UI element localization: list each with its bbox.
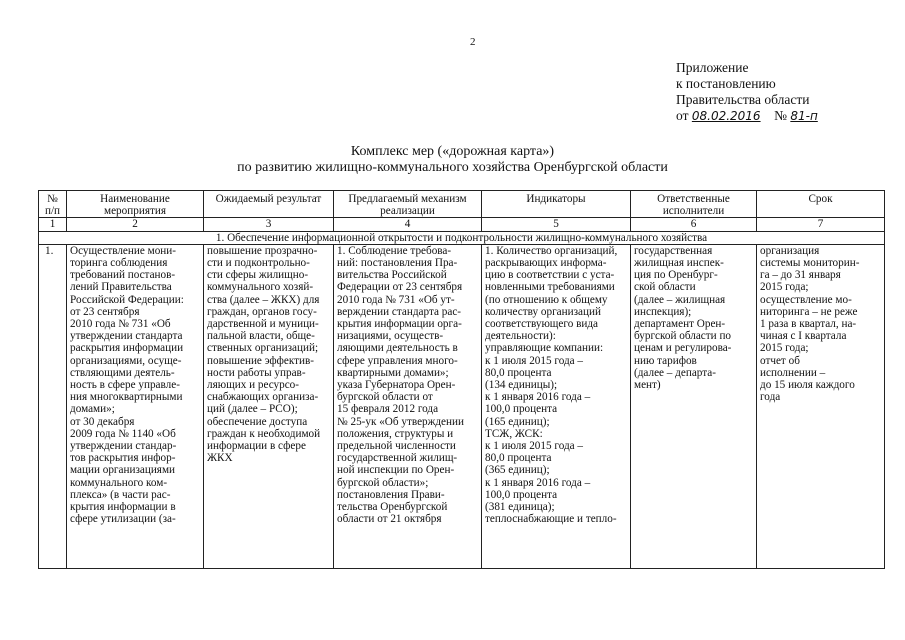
responsible-cell: государственная жилищная инспек- ция по Оренбург- ской области (далее – жилищная инспекция); департамент Орен- бургской области по ценам и регулирова- нию тарифов (далее – департа- мент): [634, 244, 732, 392]
appendix-date: 08.02.2016: [691, 109, 761, 123]
header-indicators: Индикаторы: [482, 191, 631, 218]
appendix-line-1: Приложение: [676, 60, 749, 75]
appendix-date-line: [676, 108, 818, 124]
section-heading: 1. Обеспечение информационной открытости и подконтрольности жилищно-коммунального хозяйства: [39, 231, 885, 244]
header-number: № п/п: [39, 191, 67, 218]
header-responsible: Ответственные исполнители: [631, 191, 757, 218]
column-number: 5: [482, 218, 631, 231]
header-activity: Наименование мероприятия: [67, 191, 204, 218]
expected-result-cell: повышение прозрачно- сти и подконтрольно- сти сферы жилищно- коммунального хозяй- ства (далее – ЖКХ) для граждан, органов госу- дарственной и муници- пальной власти, обще- ственных организаций; повышение эффектив- ности работы управ- ляющих и ресурсо- снабжающих организа- ций (далее – РСО); обеспечение доступа граждан к необходимой информации в сфере ЖКХ: [207, 244, 321, 465]
column-number: 4: [334, 218, 482, 231]
indicators-cell: 1. Количество организаций, раскрывающих информа- цию в соответствии с уста- новленными требованиями (по отношению к общему количеству организаций соответствующего вида деятельности): управляющие компании: к 1 июля 2015 года – 80,0 процента (134 единицы); к 1 января 2016 года – 100,0 процента (165 единиц); ТСЖ, ЖСК: к 1 июля 2015 года – 80,0 процента (365 единиц); к 1 января 2016 года – 100,0 процента (381 единица); теплоснабжающие и тепло-: [485, 244, 618, 526]
header-deadline: Срок: [757, 191, 885, 218]
column-number: 2: [67, 218, 204, 231]
appendix-line-3: Правительства области: [676, 92, 810, 107]
header-expected-result: Ожидаемый результат: [204, 191, 334, 218]
column-number: 6: [631, 218, 757, 231]
column-number: 7: [757, 218, 885, 231]
mechanism-cell: 1. Соблюдение требова- ний: постановления Пра- вительства Российской Федерации от 23 сентября 2010 года № 731 «Об ут- верждении стандарта рас- крытия информации орга- низациями, осуществ- ляющими деятельность в сфере управления много- квартирными домами»; указа Губернатора Орен- бургской области от 15 февраля 2012 года № 25-ук «Об утверждении положения, структуры и предельной численности государственной жилищ- ной инспекции по Орен- бургской области»; постановления Прави- тельства Оренбургской области от 21 октября: [337, 244, 464, 526]
appendix-line-2: к постановлению: [676, 76, 776, 91]
column-number: 3: [204, 218, 334, 231]
document-title: [0, 144, 905, 176]
appendix-number: 81-п: [790, 109, 818, 123]
page-number: 2: [470, 36, 476, 48]
header-row: [39, 191, 885, 218]
column-number: 1: [39, 218, 67, 231]
row-number: 1.: [45, 244, 54, 257]
appendix-block: [676, 60, 818, 124]
column-number-row: [39, 218, 885, 231]
table-row: [39, 244, 885, 568]
deadline-cell: организация системы мониторин- га – до 31 января 2015 года; осуществление мо- ниторинга – не реже 1 раза в квартал, на- чиная с I квартала 2015 года; отчет об исполнении – до 15 июля каждого года: [760, 244, 860, 404]
title-line-1: Комплекс мер («дорожная карта»): [350, 144, 555, 159]
roadmap-table: [38, 190, 885, 569]
header-mechanism: Предлагаемый механизм реализации: [334, 191, 482, 218]
section-row: [39, 231, 885, 244]
appendix-number-sign: №: [774, 108, 787, 123]
appendix-from-label: от: [676, 108, 689, 123]
title-line-2: по развитию жилищно-коммунального хозяйства Оренбургской области: [237, 160, 668, 175]
activity-cell: Осуществление мони- торинга соблюдения требований постанов- лений Правительства Российской Федерации: от 23 сентября 2010 года № 731 «Об утверждении стандарта раскрытия информации организациями, осуще- ствляющими деятель- ность в сфере управле- ния многоквартирными домами»; от 30 декабря 2009 года № 1140 «Об утверждении стандар- тов раскрытия инфор- мации организациями коммунального ком- плекса» (в части рас- крытия информации в сфере утилизации (за-: [70, 244, 184, 526]
